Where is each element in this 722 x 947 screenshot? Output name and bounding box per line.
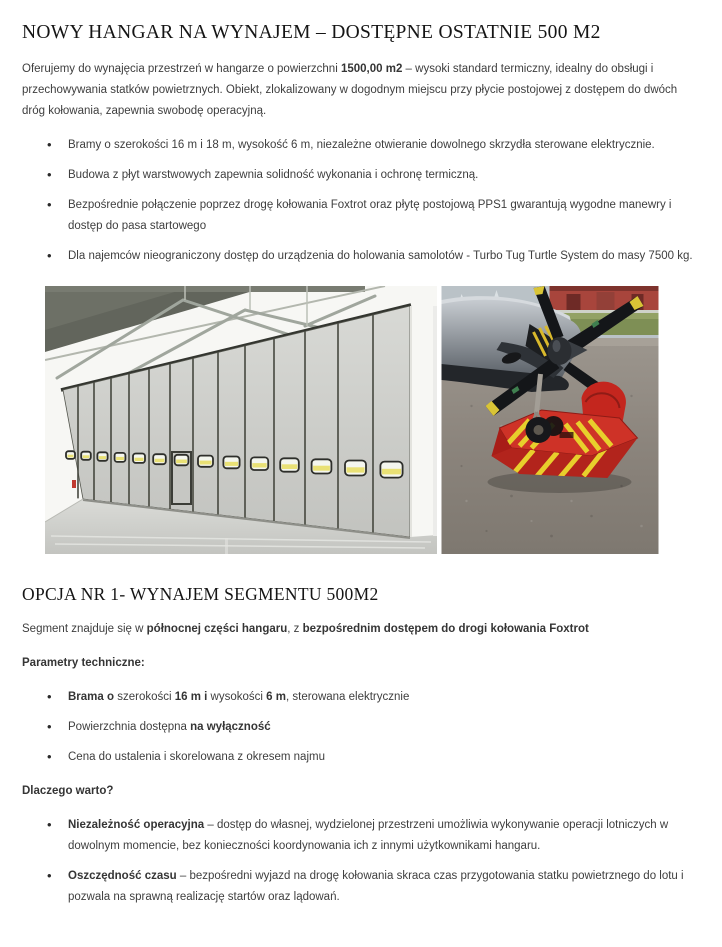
text-run: szerokości — [114, 691, 175, 703]
text-run: Powierzchnia dostępna — [68, 721, 191, 733]
list-item — [22, 815, 700, 857]
text-run: – dostęp do własnej, wydzielonej przestrzeni umożliwia wykonywanie operacji lotniczych w dowolnym momencie, bez konieczności koordynowania ich z innymi użytkownikami hangaru. — [68, 819, 669, 852]
technical-params-list — [22, 687, 700, 768]
list-item — [22, 135, 700, 156]
text-run: Bramy o szerokości 16 m i 18 m, wysokość 6 m, niezależne otwieranie dowolnego skrzydła sterowane elektrycznie. — [68, 139, 655, 151]
bold-run: na wyłączność — [190, 721, 271, 733]
list-item — [22, 717, 700, 738]
intro-paragraph — [22, 59, 700, 122]
text-run: – bezpośredni wyjazd na drogę kołowania skraca czas przygotowania statku powietrznego do lotu i pozwala na sprawną realizację startów oraz lądowań. — [68, 870, 684, 903]
text-run: Segment znajduje się w — [22, 623, 147, 635]
text-run: , z — [287, 623, 303, 635]
list-item — [22, 165, 700, 186]
text-run: wysokości — [207, 691, 267, 703]
hangar-features-list — [22, 135, 700, 267]
text-run: – wysoki standard termiczny, idealny do obsługi i przechowywania statków powietrznych. Obiekt, zlokalizowany w dogodnym miejscu przy płycie postojowej z dostępem do dwóch dróg kołowania, zapewnia swobodę operacyjną. — [22, 63, 678, 117]
page-title: NOWY HANGAR NA WYNAJEM – DOSTĘPNE OSTATNIE 500 M2 — [22, 22, 601, 43]
why-worth-list — [22, 815, 700, 908]
list-item — [22, 195, 700, 237]
bold-run: Oszczędność czasu — [68, 870, 177, 882]
aircraft-tug-photo — [441, 286, 659, 554]
text-run: Budowa z płyt warstwowych zapewnia solidność wykonania i ochronę termiczną. — [68, 169, 479, 181]
bold-run: Brama o — [68, 691, 115, 703]
bold-run: 1500,00 m2 — [340, 63, 403, 75]
text-run: Dla najemców nieograniczony dostęp do urządzenia do holowania samolotów - Turbo Tug Turtle System do masy 7500 kg. — [68, 250, 693, 262]
bold-run: północnej części hangaru — [146, 623, 288, 635]
list-item — [22, 687, 700, 708]
list-item — [22, 747, 700, 768]
why-worth-label: Dlaczego warto? — [22, 785, 114, 797]
text-run: Oferujemy do wynajęcia przestrzeń w hangarze o powierzchni — [22, 63, 341, 75]
technical-params-label: Parametry techniczne: — [22, 657, 145, 669]
text-run: Cena do ustalenia i skorelowana z okresem najmu — [68, 751, 325, 763]
bold-run: bezpośrednim dostępem do drogi kołowania Foxtrot — [302, 623, 589, 635]
text-run: Bezpośrednie połączenie poprzez drogę kołowania Foxtrot oraz płytę postojową PPS1 gwarantują wygodne manewry i dostęp do pasa startowego — [68, 199, 672, 232]
text-run: , sterowana elektrycznie — [285, 691, 410, 703]
section-title-option1: OPCJA NR 1- WYNAJEM SEGMENTU 500M2 — [22, 584, 379, 604]
bold-run: 16 m i — [174, 691, 208, 703]
list-item — [22, 246, 700, 267]
hangar-door-photo — [45, 286, 437, 554]
photo-row — [45, 286, 700, 554]
bold-run: 6 m — [266, 691, 286, 703]
bold-run: Niezależność operacyjna — [68, 819, 205, 831]
list-item — [22, 866, 700, 908]
segment-location-line — [22, 619, 700, 640]
